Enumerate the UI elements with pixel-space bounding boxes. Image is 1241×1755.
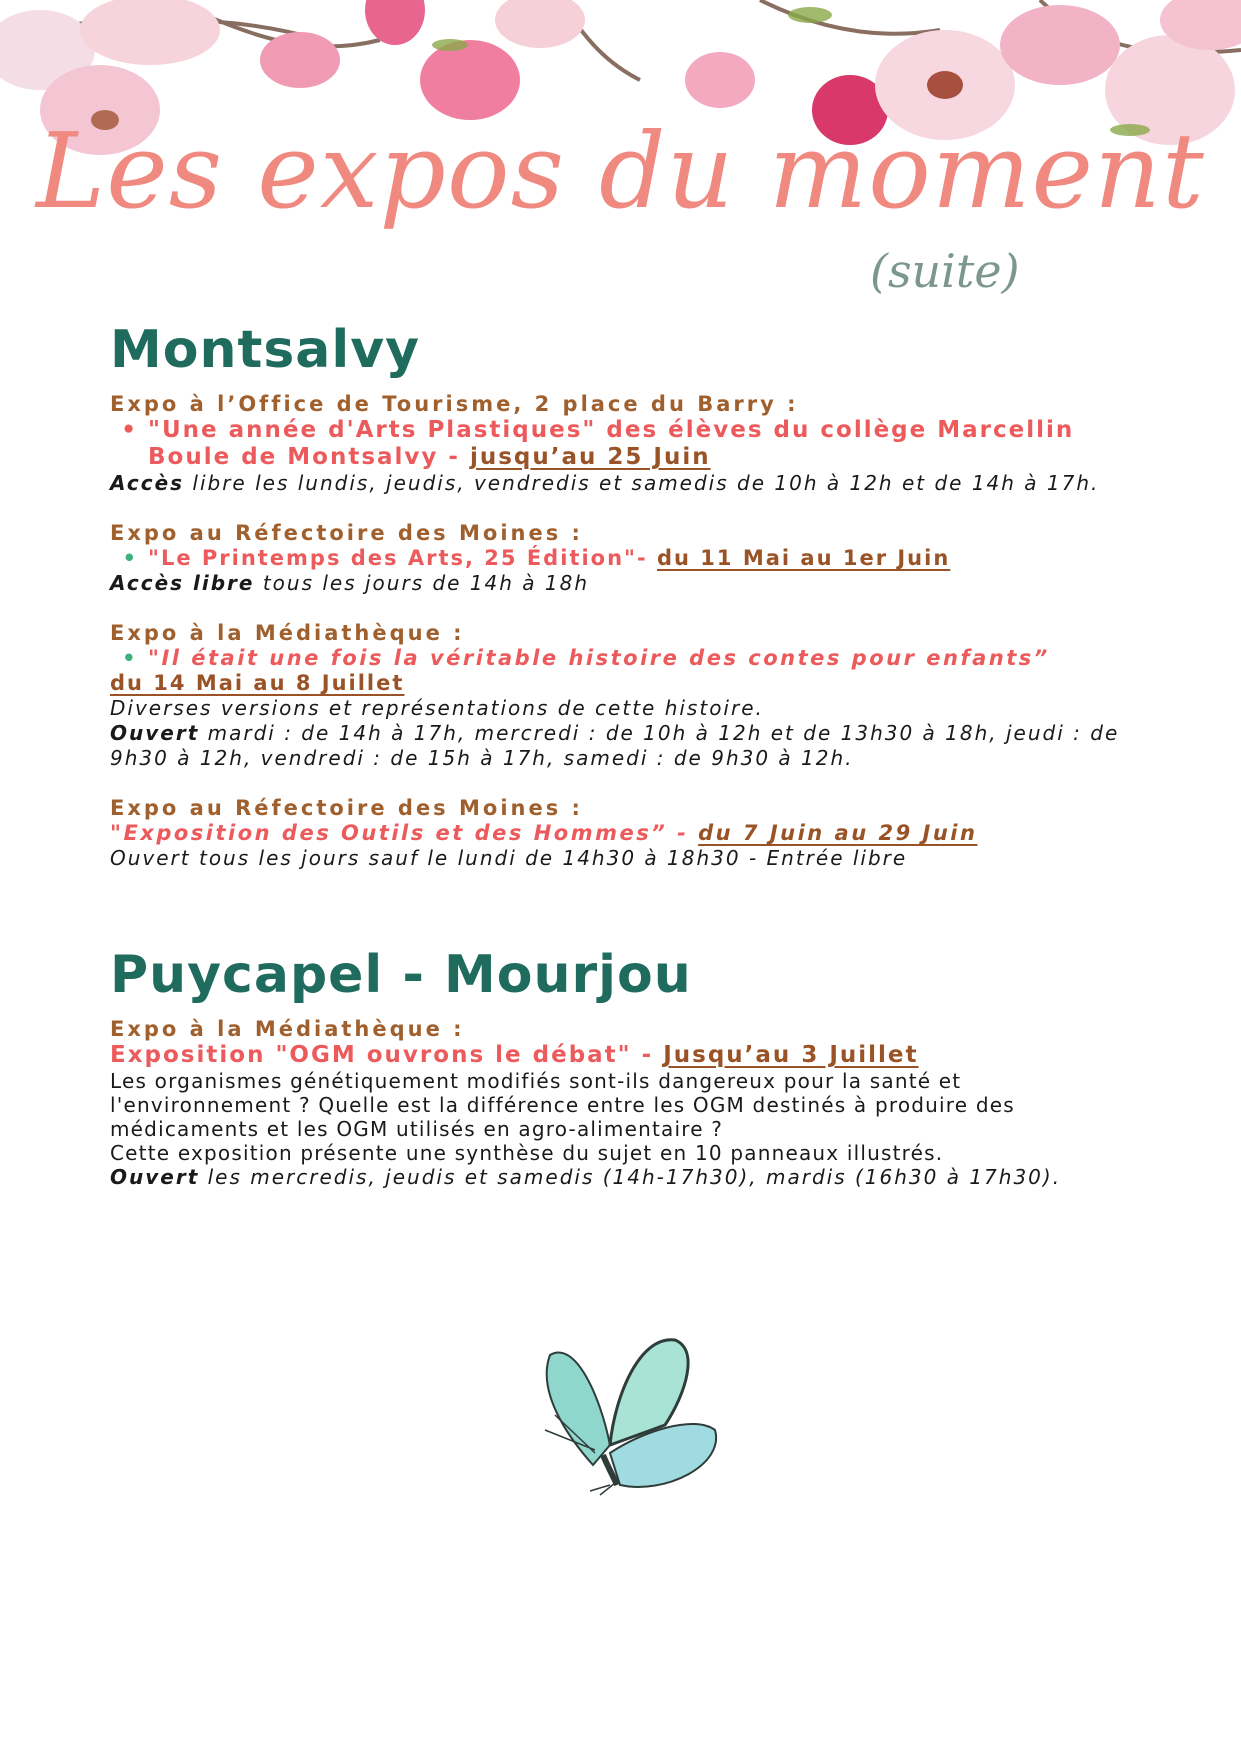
page-subtitle: (suite) <box>870 244 1020 298</box>
exhibit-date: du 7 Juin au 29 Juin <box>698 821 978 845</box>
town-heading-montsalvy: Montsalvy <box>110 320 421 380</box>
exhibit-date: Jusqu’au 3 Juillet <box>663 1042 919 1068</box>
access-label: Accès <box>110 471 185 495</box>
exhibit-title: "Il était une fois la véritable histoire des contes pour enfants” <box>148 646 1050 670</box>
exhibit-entry <box>110 796 1190 871</box>
opening-hours: mardi : de 14h à 17h, mercredi : de 10h à 12h et de 13h30 à 18h, jeudi : de <box>199 721 1120 745</box>
opening-label: Ouvert <box>110 1165 200 1189</box>
exhibit-entry <box>110 621 1190 771</box>
access-text: libre les lundis, jeudis, vendredis et samedis de 10h à 12h et de 14h à 17h. <box>184 471 1100 495</box>
opening-hours: les mercredis, jeudis et samedis (14h-17h30), mardis (16h30 à 17h30). <box>199 1165 1062 1189</box>
exhibit-title: "Exposition des Outils et des Hommes” - <box>110 821 699 845</box>
exhibit-entry <box>110 521 1190 596</box>
exhibit-date: du 14 Mai au 8 Juillet <box>110 671 405 695</box>
exhibit-entry <box>110 392 1190 496</box>
exhibit-date: du 11 Mai au 1er Juin <box>657 546 951 570</box>
exhibit-title: Exposition "OGM ouvrons le débat" - <box>110 1042 664 1068</box>
exhibit-description-line: l'environnement ? Quelle est la différence entre les OGM destinés à produire des <box>110 1093 1015 1117</box>
butterfly-icon <box>515 1335 730 1510</box>
venue-label: Expo à l’Office de Tourisme, 2 place du Barry : <box>110 392 799 416</box>
venue-label: Expo à la Médiathèque : <box>110 621 465 645</box>
opening-label: Ouvert <box>110 721 200 745</box>
bullet-dot: • <box>121 417 138 443</box>
exhibit-description: Diverses versions et représentations de cette histoire. <box>110 696 764 720</box>
main-content <box>110 320 1190 1190</box>
access-label: Accès libre <box>110 571 255 595</box>
town-heading-puycapel-mourjou: Puycapel - Mourjou <box>110 945 692 1005</box>
venue-label: Expo à la Médiathèque : <box>110 1017 465 1041</box>
exhibit-title-cont: Boule de Montsalvy - <box>148 444 470 470</box>
exhibit-title: "Une année d'Arts Plastiques" des élèves du collège Marcellin <box>148 417 1075 443</box>
exhibit-description-line: médicaments et les OGM utilisés en agro-alimentaire ? <box>110 1117 724 1141</box>
opening-hours: Ouvert tous les jours sauf le lundi de 14h30 à 18h30 - Entrée libre <box>110 846 908 870</box>
exhibit-description-line: Les organismes génétiquement modifiés sont-ils dangereux pour la santé et <box>110 1069 962 1093</box>
venue-label: Expo au Réfectoire des Moines : <box>110 796 583 820</box>
venue-label: Expo au Réfectoire des Moines : <box>110 521 583 545</box>
bullet-dot: • <box>122 646 138 670</box>
exhibit-title: "Le Printemps des Arts, 25 Édition"- <box>148 546 657 570</box>
access-text: tous les jours de 14h à 18h <box>254 571 590 595</box>
exhibit-description-line: Cette exposition présente une synthèse du sujet en 10 panneaux illustrés. <box>110 1141 944 1165</box>
page-title: Les expos du moment <box>36 110 1205 232</box>
exhibit-date: jusqu’au 25 Juin <box>469 444 711 470</box>
bullet-dot: • <box>122 546 138 570</box>
exhibit-entry <box>110 1017 1190 1190</box>
opening-hours-cont: 9h30 à 12h, vendredi : de 15h à 17h, samedi : de 9h30 à 12h. <box>110 746 854 770</box>
